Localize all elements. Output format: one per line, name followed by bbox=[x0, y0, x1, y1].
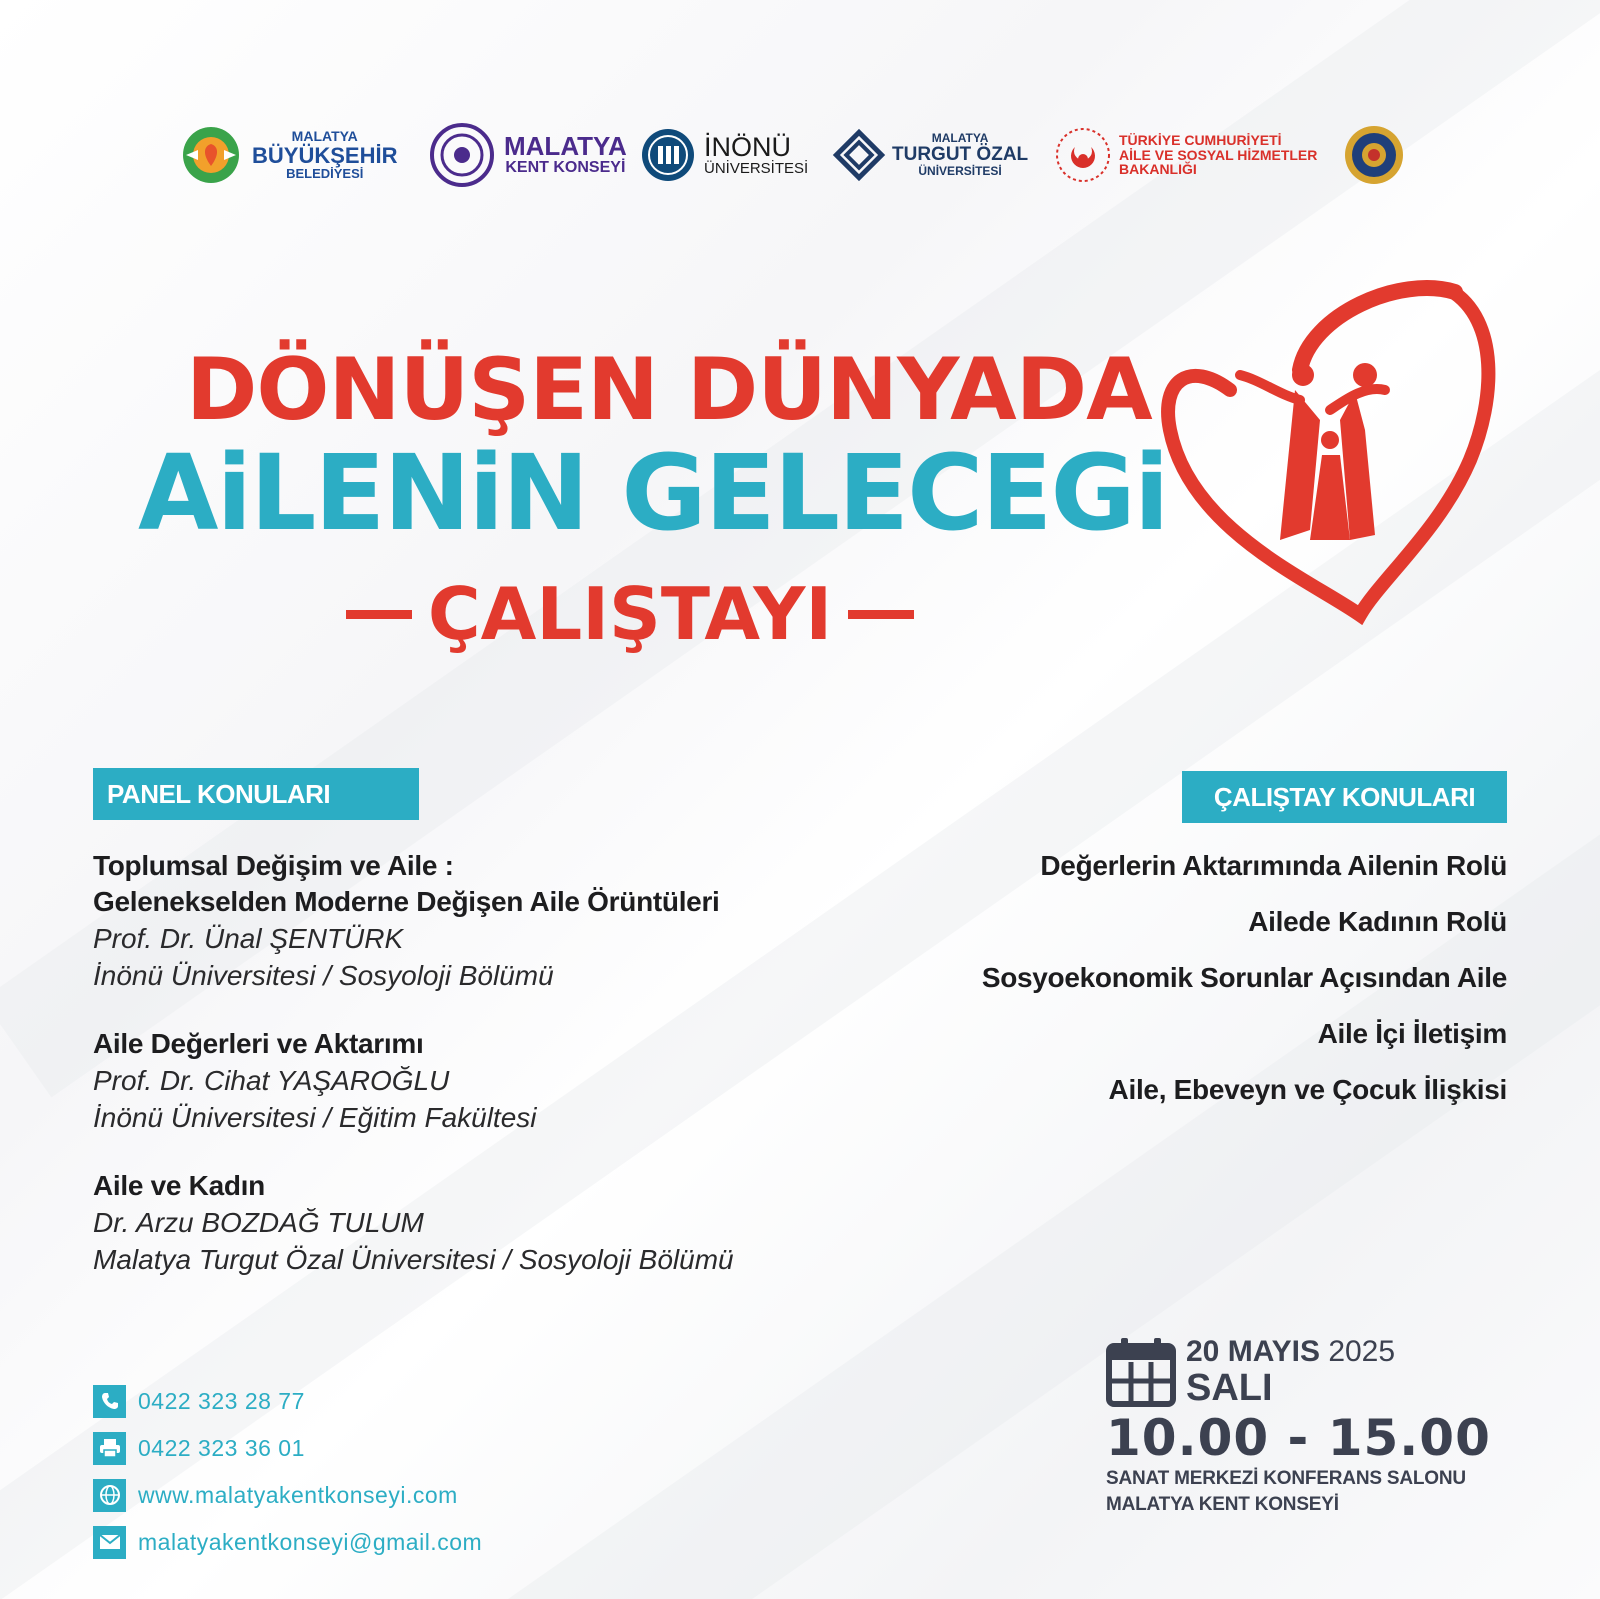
contact-website-row[interactable] bbox=[93, 1478, 482, 1512]
partner-logos bbox=[175, 115, 1425, 195]
globe-icon bbox=[93, 1479, 126, 1512]
panel-item-affiliation: İnönü Üniversitesi / Sosyoloji Bölümü bbox=[93, 960, 554, 991]
mail-icon bbox=[93, 1526, 126, 1559]
contact-email-row[interactable] bbox=[93, 1525, 482, 1559]
kent-konseyi-line1: MALATYA bbox=[504, 130, 627, 161]
title-line2: AiLENiN GELECEGi bbox=[138, 432, 1168, 554]
turgut-ozal-line2: TURGUT ÖZAL bbox=[892, 144, 1029, 166]
toplum-destekli-polis-logo bbox=[1343, 115, 1405, 195]
kent-konseyi-seal-icon bbox=[430, 123, 494, 187]
buyuksehir-logo bbox=[180, 115, 397, 195]
panel-item-affiliation: İnönü Üniversitesi / Eğitim Fakültesi bbox=[93, 1102, 537, 1133]
family-heart-icon bbox=[1150, 280, 1510, 625]
turgut-ozal-line1: MALATYA bbox=[931, 131, 989, 146]
kent-konseyi-logo bbox=[430, 115, 627, 195]
title-line3 bbox=[330, 572, 930, 656]
fax-icon bbox=[93, 1432, 126, 1465]
turgut-ozal-logo bbox=[832, 115, 1028, 195]
workshop-item: Aile İçi İletişim bbox=[1317, 1018, 1507, 1049]
panel-item-subtitle: Gelenekselden Moderne Değişen Aile Örüntüleri bbox=[93, 886, 720, 917]
workshop-item: Sosyoekonomik Sorunlar Açısından Aile bbox=[981, 962, 1507, 993]
event-weekday: SALI bbox=[1186, 1367, 1273, 1409]
buyuksehir-emblem-icon bbox=[180, 124, 242, 186]
kent-konseyi-line2: KENT KONSEYİ bbox=[505, 159, 626, 177]
turgut-ozal-emblem-icon bbox=[832, 128, 886, 182]
title-line3-text: ÇALIŞTAYI bbox=[427, 572, 833, 656]
panel-item-affiliation: Malatya Turgut Özal Üniversitesi / Sosyoloji Bölümü bbox=[93, 1244, 734, 1275]
workshop-item: Aile, Ebeveyn ve Çocuk İlişkisi bbox=[1108, 1074, 1507, 1105]
contact-fax[interactable]: 0422 323 36 01 bbox=[138, 1434, 305, 1461]
event-details bbox=[1106, 1336, 1491, 1518]
title-line1: DÖNÜŞEN DÜNYADA bbox=[186, 340, 1152, 440]
event-date bbox=[1186, 1336, 1395, 1368]
workshop-item: Değerlerin Aktarımında Ailenin Rolü bbox=[1040, 850, 1507, 881]
panel-item-speaker: Dr. Arzu BOZDAĞ TULUM bbox=[93, 1207, 424, 1238]
workshop-topics-header: ÇALIŞTAY KONULARI bbox=[1182, 771, 1507, 823]
buyuksehir-line2: BÜYÜKŞEHİR bbox=[252, 142, 398, 168]
panel-topics-list bbox=[93, 848, 853, 1310]
event-date-text bbox=[1186, 1336, 1395, 1408]
event-venue: SANAT MERKEZİ KONFERANS SALONU bbox=[1106, 1468, 1466, 1489]
panel-item bbox=[93, 1026, 853, 1136]
title-dash-right bbox=[848, 610, 914, 619]
title-dash-left bbox=[346, 610, 412, 619]
calendar-icon bbox=[1106, 1336, 1176, 1408]
bakanlik-line3: BAKANLIĞI bbox=[1119, 161, 1197, 178]
contact-phone-row[interactable] bbox=[93, 1384, 482, 1418]
bakanlik-line1: TÜRKİYE CUMHURİYETİ bbox=[1119, 131, 1282, 148]
panel-item-title: Toplumsal Değişim ve Aile : bbox=[93, 850, 454, 881]
bakanlik-logo bbox=[1055, 115, 1317, 195]
panel-item-title: Aile ve Kadın bbox=[93, 1170, 265, 1201]
panel-item-speaker: Prof. Dr. Ünal ŞENTÜRK bbox=[93, 923, 404, 954]
contact-info bbox=[93, 1384, 482, 1572]
event-date-row bbox=[1106, 1336, 1491, 1408]
panel-item bbox=[93, 1168, 853, 1278]
contact-email[interactable]: malatyakentkonseyi@gmail.com bbox=[138, 1528, 483, 1555]
inonu-logo bbox=[640, 115, 808, 195]
panel-topics-header: PANEL KONULARI bbox=[93, 768, 419, 820]
contact-fax-row[interactable] bbox=[93, 1431, 482, 1465]
contact-phone[interactable]: 0422 323 28 77 bbox=[138, 1387, 305, 1414]
inonu-line1: İNÖNÜ bbox=[704, 131, 791, 162]
inonu-emblem-icon bbox=[640, 127, 696, 183]
buyuksehir-line3: BELEDİYESİ bbox=[286, 166, 364, 182]
event-organizer: MALATYA KENT KONSEYİ bbox=[1106, 1494, 1339, 1515]
buyuksehir-line1: MALATYA bbox=[291, 128, 358, 145]
event-year: 2025 bbox=[1328, 1335, 1396, 1368]
turgut-ozal-line3: ÜNİVERSİTESİ bbox=[918, 163, 1002, 178]
panel-item-speaker: Prof. Dr. Cihat YAŞAROĞLU bbox=[93, 1065, 450, 1096]
workshop-topics-list bbox=[807, 848, 1507, 1128]
inonu-line2: ÜNİVERSİTESİ bbox=[704, 160, 809, 178]
panel-item-title: Aile Değerleri ve Aktarımı bbox=[93, 1028, 424, 1059]
police-badge-icon bbox=[1343, 124, 1405, 186]
bakanlik-line2: AİLE VE SOSYAL HİZMETLER bbox=[1119, 146, 1318, 163]
event-day: 20 MAYIS bbox=[1186, 1335, 1320, 1368]
bakanlik-emblem-icon bbox=[1055, 127, 1111, 183]
panel-item bbox=[93, 848, 853, 994]
phone-icon bbox=[93, 1385, 126, 1418]
workshop-item: Ailede Kadının Rolü bbox=[1248, 906, 1507, 937]
event-time: 10.00 - 15.00 bbox=[1106, 1409, 1491, 1467]
contact-website[interactable]: www.malatyakentkonseyi.com bbox=[138, 1481, 458, 1508]
